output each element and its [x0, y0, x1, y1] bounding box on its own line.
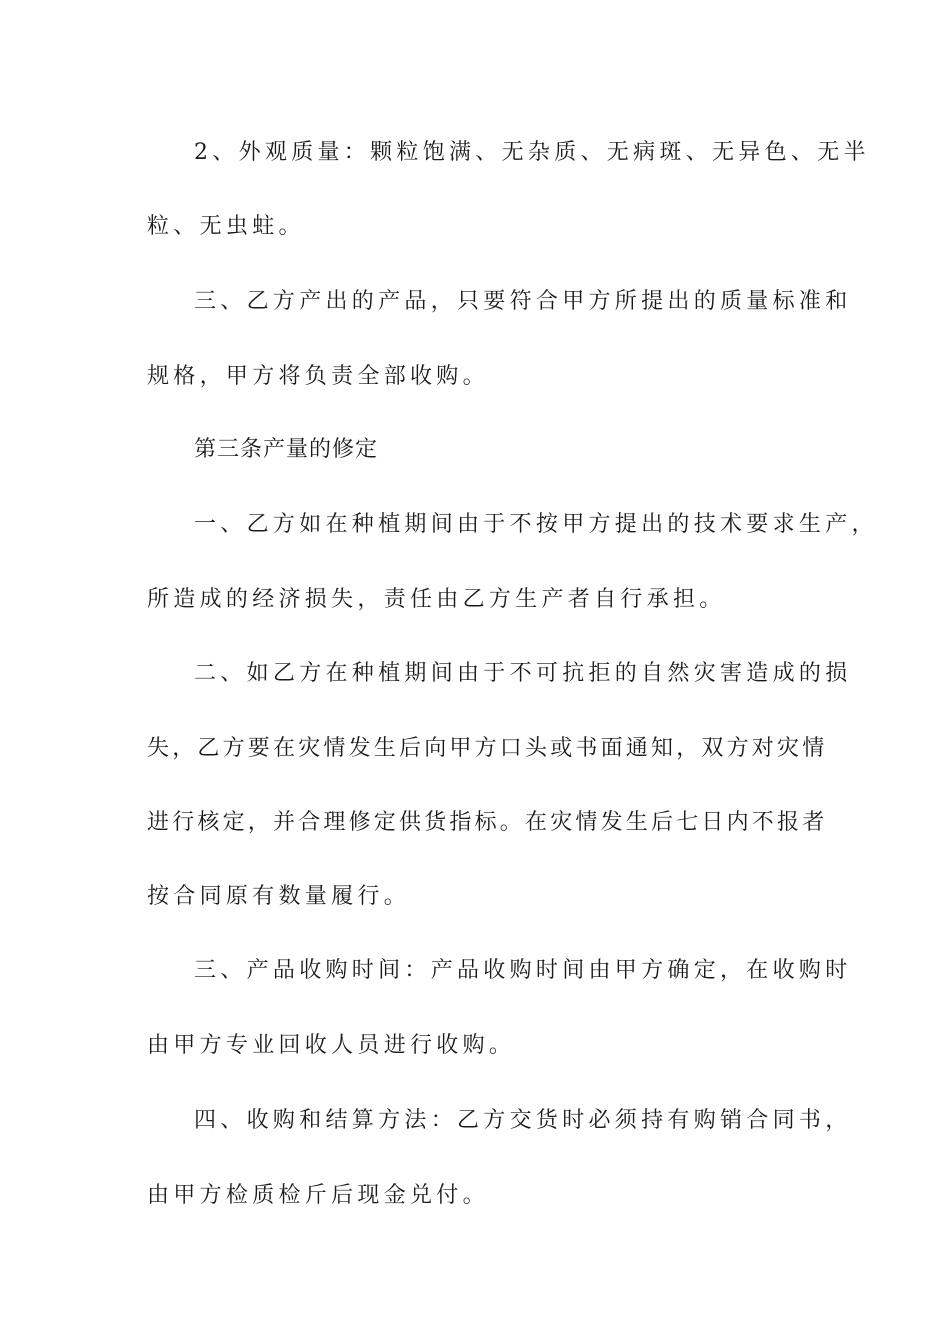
paragraph-line: 按合同原有数量履行。	[147, 884, 411, 909]
paragraph-line: 三、产品收购时间：产品收购时间由甲方确定，在收购时	[194, 958, 852, 983]
paragraph-line: 2、外观质量：颗粒饱满、无杂质、无病斑、无异色、无半	[194, 140, 870, 165]
paragraph-line: 规格，甲方将负责全部收购。	[147, 364, 489, 389]
paragraph-line: 所造成的经济损失，责任由乙方生产者自行承担。	[147, 587, 726, 612]
section-heading: 第三条产量的修定	[194, 437, 379, 462]
paragraph-line: 四、收购和结算方法：乙方交货时必须持有购销合同书，	[194, 1108, 852, 1133]
paragraph-line: 粒、无虫蛀。	[147, 214, 305, 239]
paragraph-line: 由甲方专业回收人员进行收购。	[147, 1033, 516, 1058]
paragraph-line: 一、乙方如在种植期间由于不按甲方提出的技术要求生产，	[194, 512, 878, 537]
paragraph-line: 由甲方检质检斤后现金兑付。	[147, 1183, 489, 1208]
paragraph-line: 二、如乙方在种植期间由于不可抗拒的自然灾害造成的损	[194, 661, 852, 686]
paragraph-line: 失，乙方要在灾情发生后向甲方口头或书面通知，双方对灾情	[147, 736, 828, 761]
paragraph-line: 三、乙方产出的产品，只要符合甲方所提出的质量标准和	[194, 289, 852, 314]
paragraph-line: 进行核定，并合理修定供货指标。在灾情发生后七日内不报者	[147, 810, 828, 835]
